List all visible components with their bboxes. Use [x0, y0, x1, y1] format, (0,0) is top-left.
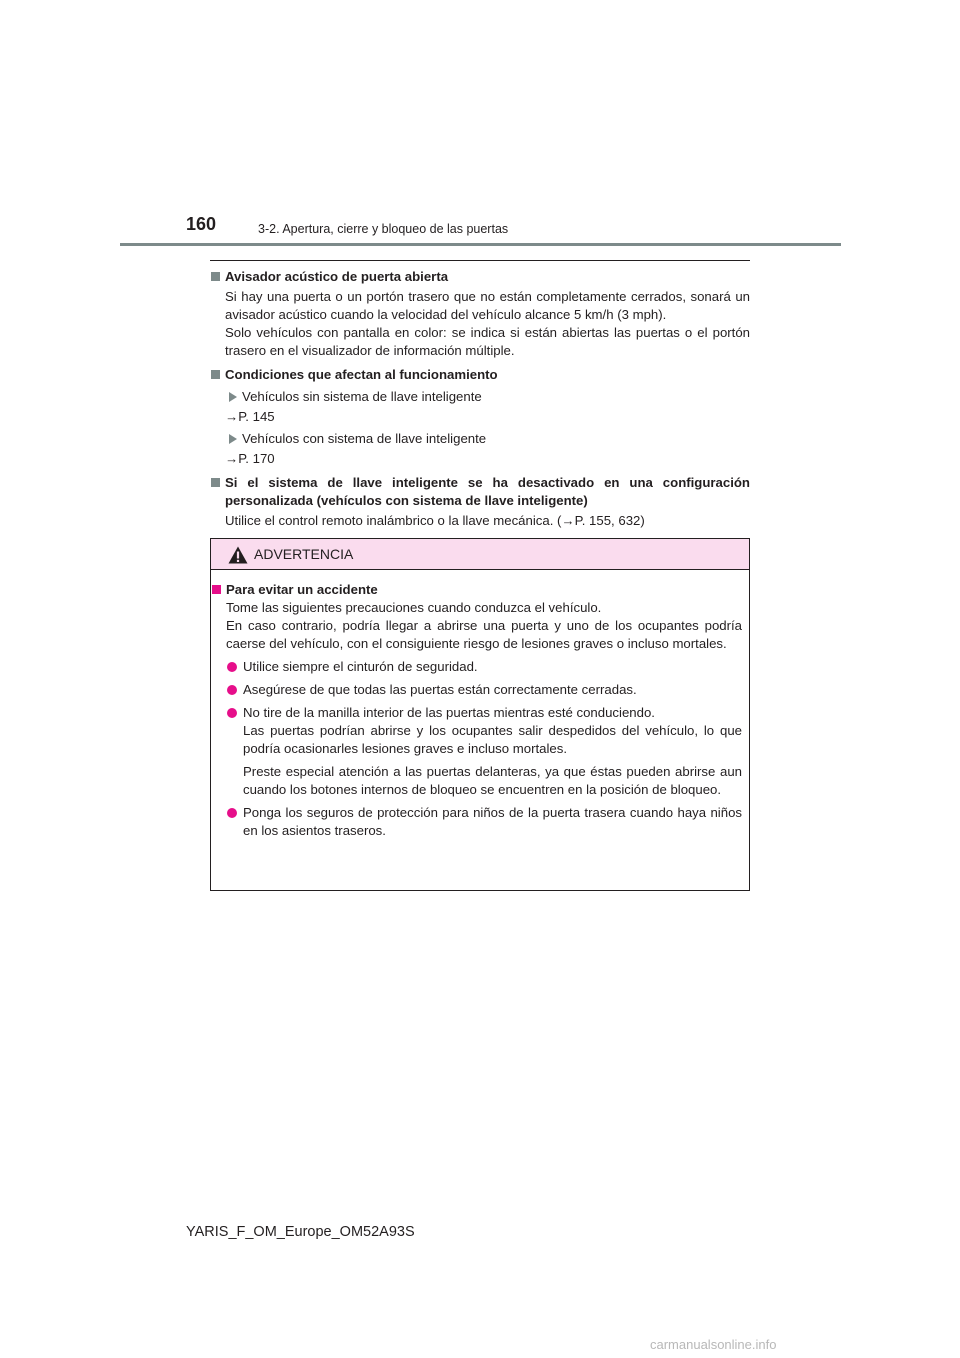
paragraph: Solo vehículos con pantalla en color: se indica si están abiertas las puertas o el portón trasero en el visualizador de información múltiple.	[225, 325, 750, 358]
triangle-arrow-icon	[229, 434, 237, 444]
list-item-text: No tire de la manilla interior de las puertas mientras esté conduciendo.	[243, 705, 655, 720]
list-item-text: Las puertas podrían abrirse y los ocupantes salir despedidos del vehículo, lo que podría ocasionarles lesiones graves e incluso mortales.	[243, 723, 742, 756]
page-number: 160	[186, 214, 217, 234]
heading-text: Avisador acústico de puerta abierta	[225, 269, 449, 284]
list-item-text: Utilice siempre el cinturón de seguridad.	[243, 659, 478, 674]
warning-header	[211, 539, 749, 570]
square-bullet-icon	[211, 272, 220, 281]
list-item	[211, 658, 749, 676]
vehicle-type-item	[210, 388, 750, 406]
circle-bullet-icon	[227, 662, 237, 672]
vehicle-type-label: Vehículos sin sistema de llave inteligente	[242, 389, 482, 404]
warning-title: ADVERTENCIA	[254, 546, 354, 562]
paragraph: Si hay una puerta o un portón trasero que no están completamente cerrados, sonará un avisador acústico cuando la velocidad del vehículo alcance 5 km/h (3 mph).	[225, 289, 750, 322]
circle-bullet-icon	[227, 685, 237, 695]
main-content	[210, 268, 750, 530]
section-heading	[210, 474, 750, 510]
warning-triangle-icon	[228, 546, 248, 564]
circle-bullet-icon	[227, 708, 237, 718]
square-bullet-icon	[211, 478, 220, 487]
list-item	[211, 804, 749, 840]
heading-text: Si el sistema de llave inteligente se ha desactivado en una configuración personalizada (vehículos con sistema de llave inteligente)	[225, 475, 750, 508]
section-heading	[210, 268, 750, 286]
square-bullet-icon	[212, 585, 221, 594]
list-item-text: Asegúrese de que todas las puertas están correctamente cerradas.	[243, 682, 637, 697]
warning-box	[210, 538, 750, 891]
square-bullet-icon	[211, 370, 220, 379]
section-heading	[210, 366, 750, 384]
page-reference[interactable]: →P. 145	[225, 409, 275, 424]
triangle-arrow-icon	[229, 392, 237, 402]
paragraph: Tome las siguientes precauciones cuando conduzca el vehículo.	[226, 600, 602, 615]
paragraph: En caso contrario, podría llegar a abrirse una puerta y uno de los ocupantes podría caerse del vehículo, con el consiguiente riesgo de lesiones graves o incluso mortales.	[226, 618, 742, 651]
section-title: 3-2. Apertura, cierre y bloqueo de las puertas	[258, 222, 509, 236]
header-rule	[120, 243, 841, 246]
content-rule	[210, 260, 750, 261]
heading-text: Condiciones que afectan al funcionamiento	[225, 367, 498, 382]
paragraph: Utilice el control remoto inalámbrico o la llave mecánica. (→P. 155, 632)	[225, 513, 645, 528]
warning-body	[211, 581, 749, 840]
list-item	[211, 704, 749, 758]
vehicle-type-label: Vehículos con sistema de llave inteligente	[242, 431, 487, 446]
page-reference[interactable]: →P. 170	[225, 451, 275, 466]
list-item-note: Preste especial atención a las puertas delanteras, ya que éstas pueden abrirse aun cuando los botones internos de bloqueo se encuentren en la posición de bloqueo.	[243, 764, 742, 797]
watermark: carmanualsonline.info	[650, 1337, 777, 1352]
warning-heading	[211, 581, 749, 599]
heading-text: Para evitar un accidente	[226, 582, 378, 597]
vehicle-type-item	[210, 430, 750, 448]
circle-bullet-icon	[227, 808, 237, 818]
list-item-text: Ponga los seguros de protección para niños de la puerta trasera cuando haya niños en los asientos traseros.	[243, 805, 742, 838]
document-code: YARIS_F_OM_Europe_OM52A93S	[186, 1224, 415, 1240]
list-item	[211, 681, 749, 699]
